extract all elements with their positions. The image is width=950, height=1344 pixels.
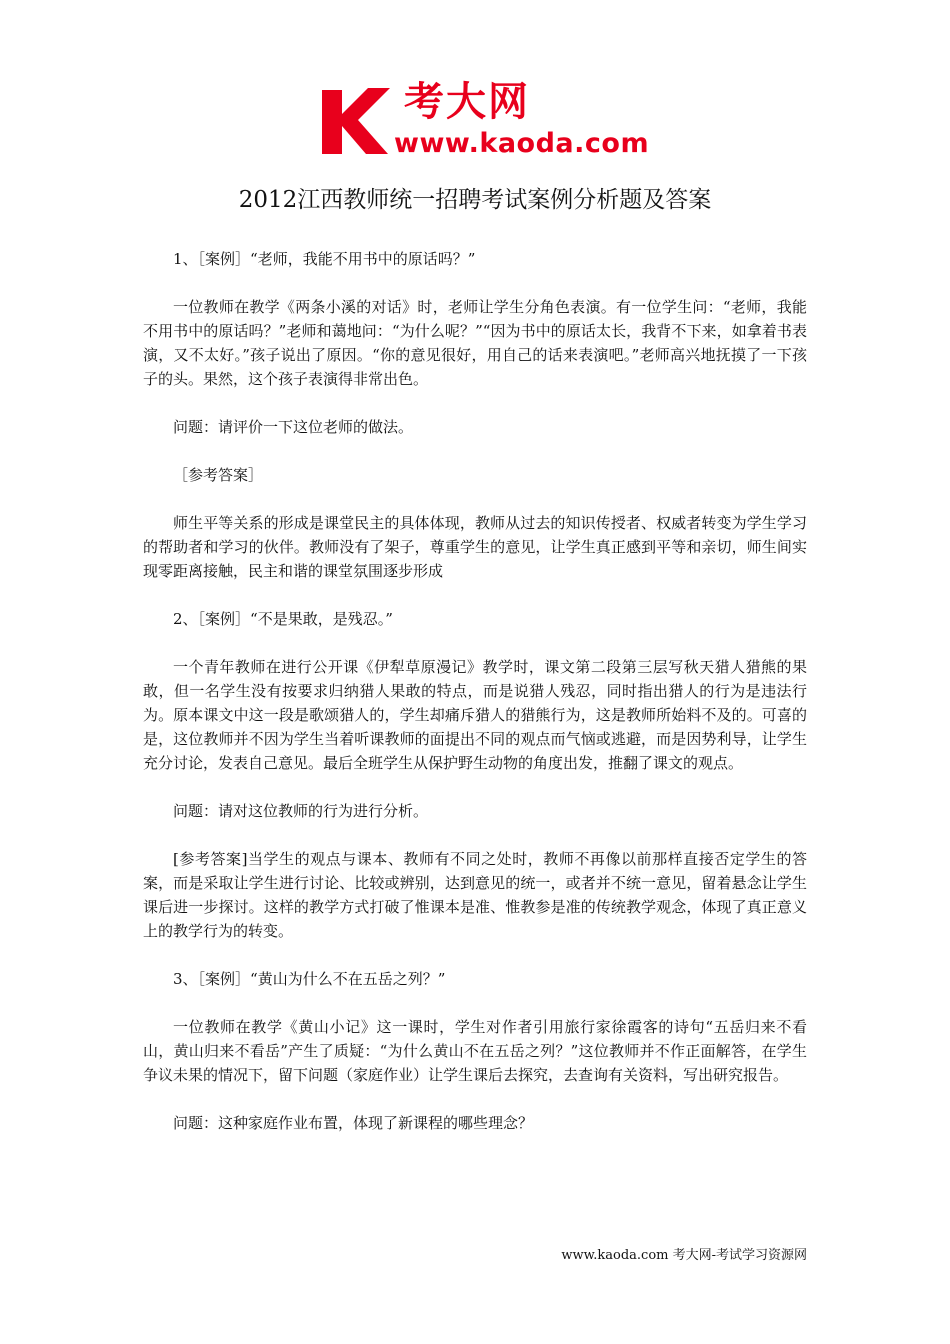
case-2-heading: 2、［案例］“不是果敢，是残忍。” (173, 610, 393, 628)
k-logo-icon (318, 84, 398, 158)
case-3-heading: 3、［案例］“黄山为什么不在五岳之列？” (173, 970, 446, 988)
case-2-description: 一个青年教师在进行公开课《伊犁草原漫记》教学时，课文第二段第三层写秋天猎人猎熊的果敢，但一名学生没有按要求归纳猎人果敢的特点，而是说猎人残忍，同时指出猎人的行为是违法行为。原本课文中这一段是歌颂猎人的，学生却痛斥猎人的猎熊行为，这是教师所始料不及的。可喜的是，这位教师并不因为学生当着听课教师的面提出不同的观点而气恼或逃避，而是因势利导，让学生充分讨论，发表自己意见。最后全班学生从保护野生动物的角度出发，推翻了课文的观点。 (143, 658, 807, 772)
case-1-question: 问题：请评价一下这位老师的做法。 (173, 418, 414, 436)
document-title: 2012江西教师统一招聘考试案例分析题及答案 (238, 187, 712, 213)
case-1-answer-label: ［参考答案］ (173, 466, 264, 484)
case-1-description: 一位教师在教学《两条小溪的对话》时，老师让学生分角色表演。有一位学生问：“老师，我能不用书中的原话吗？”老师和蔼地问：“为什么呢？”“因为书中的原话太长，我背不下来，如拿着书表演，又不太好。”孩子说出了原因。“你的意见很好，用自己的话来表演吧。”老师高兴地抚摸了一下孩子的头。果然，这个孩子表演得非常出色。 (143, 298, 807, 388)
logo-site-url: www.kaoda.com (394, 128, 650, 159)
case-3-description: 一位教师在教学《黄山小记》这一课时，学生对作者引用旅行家徐霞客的诗句“五岳归来不看山，黄山归来不看岳”产生了质疑：“为什么黄山不在五岳之列？”这位教师并不作正面解答，在学生争议未果的情况下，留下问题（家庭作业）让学生课后去探究，去查询有关资料，写出研究报告。 (143, 1018, 807, 1084)
case-1-heading: 1、［案例］“老师，我能不用书中的原话吗？” (173, 250, 476, 268)
case-2-answer: [参考答案]当学生的观点与课本、教师有不同之处时，教师不再像以前那样直接否定学生的答案，而是采取让学生进行讨论、比较或辨别，达到意见的统一，或者并不统一意见，留着悬念让学生课后进一步探讨。这样的教学方式打破了惟课本是准、惟教参是准的传统教学观念，体现了真正意义上的教学行为的转变。 (143, 850, 807, 940)
case-1-answer: 师生平等关系的形成是课堂民主的具体体现，教师从过去的知识传授者、权威者转变为学生学习的帮助者和学习的伙伴。教师没有了架子，尊重学生的意见，让学生真正感到平等和亲切，师生间实现零距离接触，民主和谐的课堂氛围逐步形成 (143, 514, 807, 580)
kaoda-logo (318, 78, 650, 164)
case-2-question: 问题：请对这位教师的行为进行分析。 (173, 802, 429, 820)
logo-site-name: 考大网 (404, 79, 530, 125)
case-3-question: 问题：这种家庭作业布置，体现了新课程的哪些理念？ (173, 1114, 534, 1132)
document-body (143, 247, 807, 1159)
page-footer: www.kaoda.com 考大网-考试学习资源网 (561, 1248, 807, 1263)
